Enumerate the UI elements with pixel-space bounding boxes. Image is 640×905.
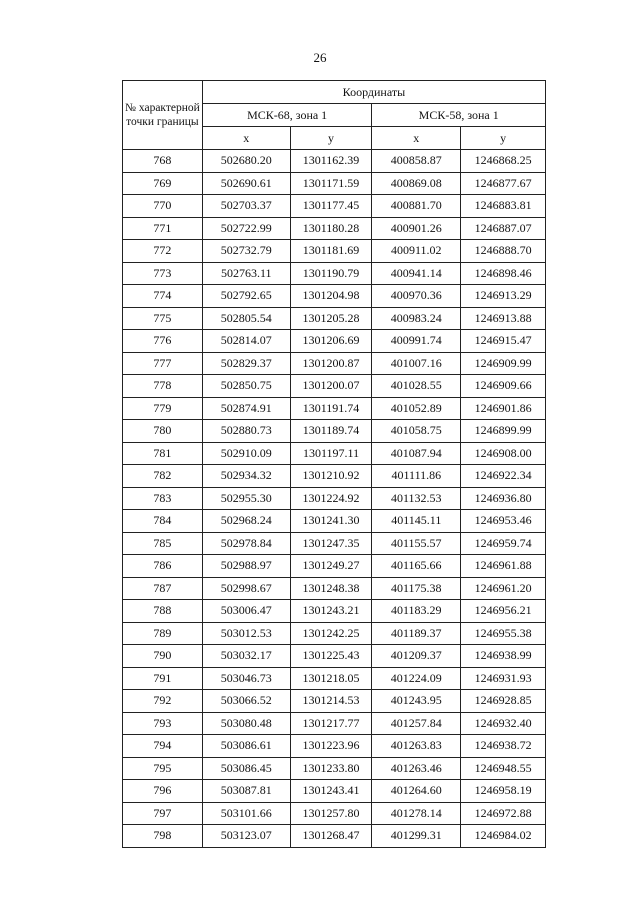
y-msk58-cell: 1246888.70 (461, 240, 546, 263)
point-number-cell: 782 (123, 465, 203, 488)
table-row (123, 532, 546, 555)
table-row (123, 645, 546, 668)
x-msk68-cell: 503086.61 (202, 735, 290, 758)
table-row (123, 487, 546, 510)
x-msk58-cell: 401111.86 (372, 465, 461, 488)
y-msk58-cell: 1246901.86 (461, 397, 546, 420)
zone-msk68-header: МСК-68, зона 1 (202, 104, 372, 127)
x-msk68-cell: 503087.81 (202, 780, 290, 803)
x-msk68-cell: 502955.30 (202, 487, 290, 510)
x-header-msk58: x (372, 127, 461, 150)
x-msk58-cell: 401058.75 (372, 420, 461, 443)
page-number: 26 (313, 50, 327, 65)
y-msk58-cell: 1246948.55 (461, 757, 546, 780)
x-msk58-cell: 401257.84 (372, 712, 461, 735)
x-msk58-cell: 401132.53 (372, 487, 461, 510)
x-msk68-cell: 502910.09 (202, 442, 290, 465)
point-number-cell: 797 (123, 802, 203, 825)
point-number-cell: 768 (123, 150, 203, 173)
point-number-cell: 798 (123, 825, 203, 848)
point-number-cell: 787 (123, 577, 203, 600)
y-msk58-cell: 1246909.66 (461, 375, 546, 398)
x-msk68-cell: 502988.97 (202, 555, 290, 578)
y-msk68-cell: 1301205.28 (290, 307, 372, 330)
x-msk58-cell: 401145.11 (372, 510, 461, 533)
table-row (123, 217, 546, 240)
coordinates-header: Координаты (202, 81, 545, 104)
y-msk58-cell: 1246899.99 (461, 420, 546, 443)
y-msk58-cell: 1246922.34 (461, 465, 546, 488)
y-msk68-cell: 1301243.21 (290, 600, 372, 623)
y-msk68-cell: 1301190.79 (290, 262, 372, 285)
x-msk68-cell: 503012.53 (202, 622, 290, 645)
table-row (123, 195, 546, 218)
y-msk68-cell: 1301233.80 (290, 757, 372, 780)
y-msk58-cell: 1246984.02 (461, 825, 546, 848)
x-msk58-cell: 401175.38 (372, 577, 461, 600)
y-header-msk68: y (290, 127, 372, 150)
point-number-cell: 795 (123, 757, 203, 780)
y-msk68-cell: 1301181.69 (290, 240, 372, 263)
point-number-cell: 771 (123, 217, 203, 240)
y-msk58-cell: 1246868.25 (461, 150, 546, 173)
y-msk68-cell: 1301191.74 (290, 397, 372, 420)
y-msk68-cell: 1301218.05 (290, 667, 372, 690)
table-row (123, 330, 546, 353)
x-msk58-cell: 400941.14 (372, 262, 461, 285)
table-row (123, 420, 546, 443)
x-msk68-cell: 502805.54 (202, 307, 290, 330)
table-row (123, 285, 546, 308)
y-msk58-cell: 1246958.19 (461, 780, 546, 803)
x-msk58-cell: 401007.16 (372, 352, 461, 375)
x-msk58-cell: 401052.89 (372, 397, 461, 420)
x-msk68-cell: 502722.99 (202, 217, 290, 240)
y-msk58-cell: 1246936.80 (461, 487, 546, 510)
point-number-cell: 772 (123, 240, 203, 263)
x-msk58-cell: 400991.74 (372, 330, 461, 353)
table-row (123, 465, 546, 488)
table-row (123, 735, 546, 758)
x-msk68-cell: 503101.66 (202, 802, 290, 825)
table-row (123, 172, 546, 195)
y-msk68-cell: 1301197.11 (290, 442, 372, 465)
x-msk68-cell: 502792.65 (202, 285, 290, 308)
point-number-cell: 783 (123, 487, 203, 510)
y-msk68-cell: 1301241.30 (290, 510, 372, 533)
point-number-cell: 792 (123, 690, 203, 713)
y-msk68-cell: 1301210.92 (290, 465, 372, 488)
y-msk58-cell: 1246913.29 (461, 285, 546, 308)
x-msk58-cell: 401189.37 (372, 622, 461, 645)
y-msk58-cell: 1246931.93 (461, 667, 546, 690)
x-msk68-cell: 503066.52 (202, 690, 290, 713)
x-msk58-cell: 401209.37 (372, 645, 461, 668)
y-msk58-cell: 1246953.46 (461, 510, 546, 533)
x-msk68-cell: 503006.47 (202, 600, 290, 623)
y-msk58-cell: 1246877.67 (461, 172, 546, 195)
x-msk68-cell: 502978.84 (202, 532, 290, 555)
x-msk68-cell: 502732.79 (202, 240, 290, 263)
point-number-cell: 786 (123, 555, 203, 578)
x-msk58-cell: 400869.08 (372, 172, 461, 195)
y-msk58-cell: 1246956.21 (461, 600, 546, 623)
y-msk68-cell: 1301247.35 (290, 532, 372, 555)
point-number-cell: 788 (123, 600, 203, 623)
x-msk58-cell: 401278.14 (372, 802, 461, 825)
table-row (123, 667, 546, 690)
x-msk68-cell: 502934.32 (202, 465, 290, 488)
y-msk58-cell: 1246938.72 (461, 735, 546, 758)
x-msk68-cell: 502874.91 (202, 397, 290, 420)
x-msk68-cell: 502680.20 (202, 150, 290, 173)
x-msk58-cell: 401165.66 (372, 555, 461, 578)
x-msk58-cell: 401243.95 (372, 690, 461, 713)
x-msk58-cell: 400881.70 (372, 195, 461, 218)
table-row (123, 510, 546, 533)
y-msk58-cell: 1246913.88 (461, 307, 546, 330)
y-msk58-cell: 1246883.81 (461, 195, 546, 218)
point-number-cell: 769 (123, 172, 203, 195)
y-msk58-cell: 1246932.40 (461, 712, 546, 735)
y-msk68-cell: 1301223.96 (290, 735, 372, 758)
x-msk68-cell: 503032.17 (202, 645, 290, 668)
y-msk68-cell: 1301200.07 (290, 375, 372, 398)
point-number-cell: 780 (123, 420, 203, 443)
y-msk68-cell: 1301257.80 (290, 802, 372, 825)
table-row (123, 622, 546, 645)
table-row (123, 442, 546, 465)
x-msk58-cell: 401264.60 (372, 780, 461, 803)
point-number-cell: 785 (123, 532, 203, 555)
x-msk58-cell: 400901.26 (372, 217, 461, 240)
table-row (123, 555, 546, 578)
table-body (123, 150, 546, 848)
y-msk58-cell: 1246908.00 (461, 442, 546, 465)
point-number-cell: 784 (123, 510, 203, 533)
x-msk58-cell: 400858.87 (372, 150, 461, 173)
point-number-cell: 796 (123, 780, 203, 803)
point-number-cell: 775 (123, 307, 203, 330)
x-msk68-cell: 503080.48 (202, 712, 290, 735)
y-msk68-cell: 1301204.98 (290, 285, 372, 308)
y-msk68-cell: 1301225.43 (290, 645, 372, 668)
y-msk68-cell: 1301171.59 (290, 172, 372, 195)
table-row (123, 397, 546, 420)
x-msk68-cell: 502998.67 (202, 577, 290, 600)
y-msk58-cell: 1246959.74 (461, 532, 546, 555)
table-row (123, 780, 546, 803)
y-msk58-cell: 1246915.47 (461, 330, 546, 353)
y-msk58-cell: 1246961.20 (461, 577, 546, 600)
point-number-cell: 779 (123, 397, 203, 420)
table-row (123, 712, 546, 735)
y-msk58-cell: 1246955.38 (461, 622, 546, 645)
table-row (123, 352, 546, 375)
table-row (123, 802, 546, 825)
x-msk58-cell: 401299.31 (372, 825, 461, 848)
x-msk68-cell: 503086.45 (202, 757, 290, 780)
y-msk68-cell: 1301162.39 (290, 150, 372, 173)
x-msk68-cell: 503123.07 (202, 825, 290, 848)
y-msk68-cell: 1301206.69 (290, 330, 372, 353)
point-number-cell: 789 (123, 622, 203, 645)
table-row (123, 757, 546, 780)
table-row (123, 307, 546, 330)
x-header-msk68: x (202, 127, 290, 150)
point-number-cell: 774 (123, 285, 203, 308)
y-msk58-cell: 1246898.46 (461, 262, 546, 285)
point-number-cell: 777 (123, 352, 203, 375)
x-msk68-cell: 502690.61 (202, 172, 290, 195)
x-msk58-cell: 400911.02 (372, 240, 461, 263)
x-msk58-cell: 401028.55 (372, 375, 461, 398)
point-number-cell: 794 (123, 735, 203, 758)
table-row (123, 690, 546, 713)
y-msk68-cell: 1301214.53 (290, 690, 372, 713)
y-msk68-cell: 1301268.47 (290, 825, 372, 848)
point-number-cell: 781 (123, 442, 203, 465)
y-msk68-cell: 1301242.25 (290, 622, 372, 645)
x-msk58-cell: 401224.09 (372, 667, 461, 690)
y-msk68-cell: 1301189.74 (290, 420, 372, 443)
x-msk68-cell: 502829.37 (202, 352, 290, 375)
y-msk68-cell: 1301249.27 (290, 555, 372, 578)
y-msk68-cell: 1301243.41 (290, 780, 372, 803)
x-msk58-cell: 400983.24 (372, 307, 461, 330)
y-msk58-cell: 1246887.07 (461, 217, 546, 240)
table-row (123, 150, 546, 173)
table-row (123, 262, 546, 285)
x-msk58-cell: 401155.57 (372, 532, 461, 555)
point-number-cell: 773 (123, 262, 203, 285)
y-msk58-cell: 1246961.88 (461, 555, 546, 578)
y-msk68-cell: 1301217.77 (290, 712, 372, 735)
y-header-msk58: y (461, 127, 546, 150)
y-msk58-cell: 1246938.99 (461, 645, 546, 668)
x-msk68-cell: 503046.73 (202, 667, 290, 690)
point-number-header: № характерной точки границы (123, 81, 203, 150)
point-number-cell: 776 (123, 330, 203, 353)
table-row (123, 600, 546, 623)
x-msk68-cell: 502814.07 (202, 330, 290, 353)
table-row (123, 577, 546, 600)
y-msk58-cell: 1246909.99 (461, 352, 546, 375)
y-msk68-cell: 1301177.45 (290, 195, 372, 218)
x-msk58-cell: 401183.29 (372, 600, 461, 623)
point-number-cell: 770 (123, 195, 203, 218)
point-number-cell: 791 (123, 667, 203, 690)
x-msk68-cell: 502880.73 (202, 420, 290, 443)
x-msk58-cell: 401263.46 (372, 757, 461, 780)
y-msk68-cell: 1301248.38 (290, 577, 372, 600)
table-row (123, 375, 546, 398)
point-number-cell: 790 (123, 645, 203, 668)
table-row (123, 825, 546, 848)
x-msk58-cell: 400970.36 (372, 285, 461, 308)
zone-msk58-header: МСК-58, зона 1 (372, 104, 546, 127)
y-msk68-cell: 1301180.28 (290, 217, 372, 240)
y-msk58-cell: 1246972.88 (461, 802, 546, 825)
x-msk58-cell: 401263.83 (372, 735, 461, 758)
y-msk58-cell: 1246928.85 (461, 690, 546, 713)
y-msk68-cell: 1301224.92 (290, 487, 372, 510)
table-row (123, 240, 546, 263)
table-header (123, 81, 546, 150)
y-msk68-cell: 1301200.87 (290, 352, 372, 375)
point-number-cell: 778 (123, 375, 203, 398)
coordinates-table (122, 80, 546, 848)
x-msk68-cell: 502703.37 (202, 195, 290, 218)
x-msk68-cell: 502850.75 (202, 375, 290, 398)
point-number-cell: 793 (123, 712, 203, 735)
x-msk58-cell: 401087.94 (372, 442, 461, 465)
x-msk68-cell: 502968.24 (202, 510, 290, 533)
x-msk68-cell: 502763.11 (202, 262, 290, 285)
